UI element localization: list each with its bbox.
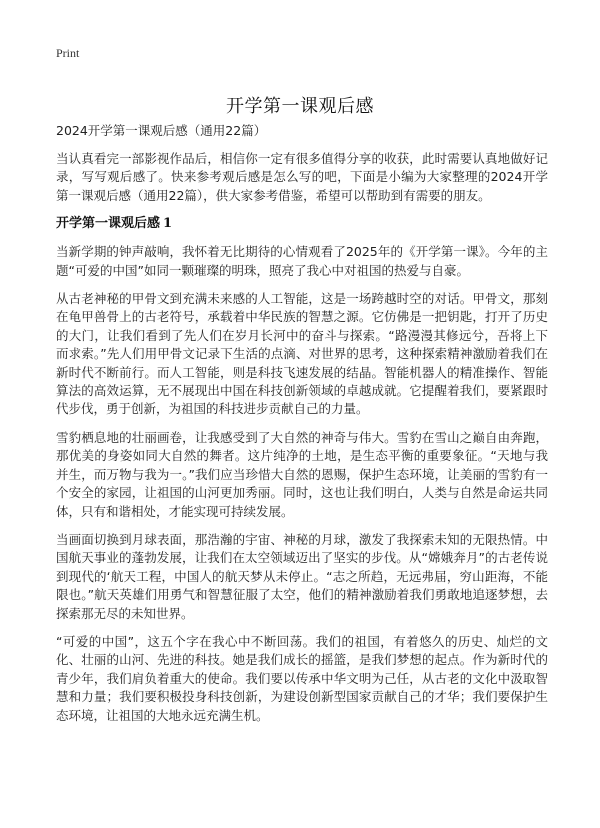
page-title: 开学第一课观后感: [226, 96, 374, 118]
paragraph-5: “可爱的中国”，这五个字在我心中不断回荡。我们的祖国，有着悠久的历史、灿烂的文化、壮丽的山河、先进的科技。她是我们成长的摇篮，是我们梦想的起点。作为新时代的青少年，我们肩负着重大的使命。我们要以传承中华文明为己任，从古老的文化中汲取智慧和力量；我们要积极投身科技创新，为建设创新型国家贡献自己的才华；我们要保护生态环境，让祖国的大地永远充满生机。: [56, 633, 548, 723]
print-link[interactable]: Print: [56, 46, 80, 60]
paragraph-3: 雪豹栖息地的壮丽画卷，让我感受到了大自然的神奇与伟大。雪豹在雪山之巅自由奔跑，那优美的身姿如同大自然的舞者。这片纯净的土地，是生态平衡的重要象征。“天地与我并生，而万物与我为一。”我们应当珍惜大自然的恩赐，保护生态环境，让美丽的雪豹有一个安全的家园，让祖国的山河更加秀丽。同时，这也让我们明白，人类与自然是命运共同体，只有和谐相处，才能实现可持续发展。: [56, 429, 548, 519]
section-heading: [56, 215, 548, 233]
paragraph-2: 从古老神秘的甲骨文到充满未来感的人工智能，这是一场跨越时空的对话。甲骨文，那刻在龟甲兽骨上的古老符号，承载着中华民族的智慧之源。它仿佛是一把钥匙，打开了历史的大门，让我们看到了先人们在岁月长河中的奋斗与探索。“路漫漫其修远兮，吾将上下而求索。”先人们用甲骨文记录下生活的点滴、对世界的思考，这种探索精神激励着我们在新时代不断前行。而人工智能，则是科技飞速发展的结晶。智能机器人的精准操作、智能算法的高效运算，无不展现出中国在科技创新领域的卓越成就。它提醒着我们，要紧跟时代步伐，勇于创新，为祖国的科技进步贡献自己的力量。: [56, 291, 548, 417]
section-heading-number: 1: [163, 216, 173, 232]
article-body: [56, 122, 548, 735]
paragraph-4: 当画面切换到月球表面，那浩瀚的宇宙、神秘的月球，激发了我探索未知的无限热情。中国航天事业的蓬勃发展，让我们在太空领域迈出了坚实的步伐。从“嫦娥奔月”的古老传说到现代的‘航天工程，中国人的航天梦从未停止。“志之所趋，无远弗届，穷山距海，不能限也。”航天英雄们用勇气和智慧征服了太空，他们的精神激励着我们勇敢地追逐梦想，去探索那无尽的未知世界。: [56, 531, 548, 621]
paragraph-1: 当新学期的钟声敲响，我怀着无比期待的心情观看了2025年的《开学第一课》。今年的主题“可爱的中国”如同一颗璀璨的明珠，照亮了我心中对祖国的热爱与自豪。: [56, 244, 548, 278]
intro-paragraph: 当认真看完一部影视作品后，相信你一定有很多值得分享的收获，此时需要认真地做好记录，写写观后感了。快来参考观后感是怎么写的吧，下面是小编为大家整理的2024开学第一课观后感（通用22篇），供大家参考借鉴，希望可以帮助到有需要的朋友。: [56, 151, 548, 203]
section-heading-text: 开学第一课观后感: [56, 216, 161, 232]
document-subtitle: 2024开学第一课观后感（通用22篇）: [56, 123, 267, 138]
